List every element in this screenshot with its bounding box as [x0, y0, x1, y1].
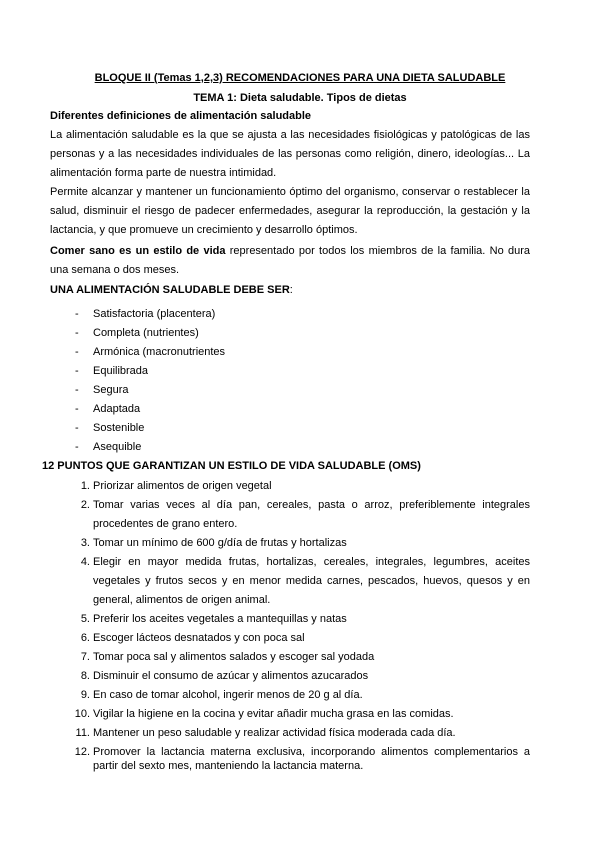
- list-item: [0, 534, 600, 553]
- dash-bullet: -: [75, 327, 79, 339]
- point-text: Priorizar alimentos de origen vegetal: [93, 480, 272, 492]
- list-item: [0, 553, 600, 610]
- section-heading-colon: :: [289, 284, 293, 296]
- quality-text: Completa (nutrientes): [93, 327, 199, 339]
- point-text: Elegir en mayor medida frutas, hortalizas, cereales, integrales, legumbres, aceites vegetales y frutos secos y en menor medida carnes, pescados, huevos, quesos y en general, alimentos de origen animal.: [93, 556, 530, 606]
- point-number: 6.: [80, 632, 90, 644]
- section-heading-12-points: 12 PUNTOS QUE GARANTIZAN UN ESTILO DE VIDA SALUDABLE (OMS): [42, 460, 421, 472]
- dash-bullet: -: [75, 384, 79, 396]
- list-item: [0, 400, 600, 419]
- paragraph-3-rest: representado por todos los miembros de la familia. No dura una semana o dos meses.: [50, 245, 530, 276]
- point-number: 5.: [80, 613, 90, 625]
- list-item: [0, 438, 600, 457]
- dash-bullet: -: [75, 403, 79, 415]
- point-number: 2.: [80, 499, 90, 511]
- quality-text: Equilibrada: [93, 365, 149, 377]
- section-heading-must-be-text: UNA ALIMENTACIÓN SALUDABLE DEBE SER: [50, 284, 290, 296]
- paragraph-1: La alimentación saludable es la que se ajusta a las necesidades fisiológicas y patológicas de las personas y a las necesidades individuales de las personas como religión, dinero, ideologías... La alimentación forma parte de nuestra intimidad.: [50, 129, 530, 179]
- point-number: 8.: [80, 670, 90, 682]
- list-item: [0, 362, 600, 381]
- point-number: 12.: [74, 746, 90, 758]
- point-number: 4.: [80, 556, 90, 568]
- paragraph-3: [50, 242, 530, 280]
- list-item: [0, 610, 600, 629]
- quality-text: Asequible: [93, 441, 142, 453]
- list-item: [0, 686, 600, 705]
- quality-text: Segura: [93, 384, 129, 396]
- list-item: [0, 629, 600, 648]
- list-item: [0, 477, 600, 496]
- qualities-list: [0, 305, 600, 457]
- point-text: Preferir los aceites vegetales a mantequillas y natas: [93, 613, 347, 625]
- quality-text: Adaptada: [93, 403, 141, 415]
- quality-text: Sostenible: [93, 422, 145, 434]
- dash-bullet: -: [75, 441, 79, 453]
- list-item: [0, 496, 600, 534]
- document-title: BLOQUE II (Temas 1,2,3) RECOMENDACIONES PARA UNA DIETA SALUDABLE: [94, 72, 506, 84]
- list-item: [0, 724, 600, 743]
- point-text: Disminuir el consumo de azúcar y alimentos azucarados: [93, 670, 369, 682]
- list-item: [0, 343, 600, 362]
- list-item: [0, 648, 600, 667]
- point-text: Tomar un mínimo de 600 g/día de frutas y hortalizas: [93, 537, 347, 549]
- dash-bullet: -: [75, 308, 79, 320]
- paragraph-3-bold: Comer sano es un estilo de vida: [50, 245, 226, 257]
- list-item: [0, 381, 600, 400]
- point-text: Tomar varias veces al día pan, cereales, pasta o arroz, preferiblemente integrales procedentes de grano entero.: [93, 499, 530, 530]
- point-number: 9.: [80, 689, 90, 701]
- point-text: Vigilar la higiene en la cocina y evitar añadir mucha grasa en las comidas.: [93, 708, 454, 720]
- quality-text: Armónica (macronutrientes: [93, 346, 226, 358]
- list-item: [0, 305, 600, 324]
- list-item: [0, 667, 600, 686]
- dash-bullet: -: [75, 365, 79, 377]
- point-number: 1.: [80, 480, 90, 492]
- point-text: Tomar poca sal y alimentos salados y escoger sal yodada: [93, 651, 375, 663]
- dash-bullet: -: [75, 346, 79, 358]
- point-number: 10.: [74, 708, 90, 720]
- list-item: [0, 743, 600, 775]
- point-text: Mantener un peso saludable y realizar actividad física moderada cada día.: [93, 727, 456, 739]
- point-text: Escoger lácteos desnatados y con poca sal: [93, 632, 305, 644]
- point-text: Promover la lactancia materna exclusiva, incorporando alimentos complementarios a partir del sexto mes, manteniendo la lactancia materna.: [93, 746, 530, 772]
- point-number: 11.: [75, 727, 90, 739]
- document-subtitle: TEMA 1: Dieta saludable. Tipos de dietas: [193, 92, 407, 104]
- paragraph-2: Permite alcanzar y mantener un funcionamiento óptimo del organismo, conservar o restablecer la salud, disminuir el riesgo de padecer enfermedades, asegurar la reproducción, la gestación y la lactancia, y que promueve un crecimiento y desarrollo óptimos.: [50, 186, 530, 236]
- quality-text: Satisfactoria (placentera): [93, 308, 216, 320]
- points-list: [0, 477, 600, 775]
- list-item: [0, 419, 600, 438]
- point-text: En caso de tomar alcohol, ingerir menos de 20 g al día.: [93, 689, 363, 701]
- section-heading-must-be: [50, 284, 293, 296]
- point-number: 7.: [80, 651, 90, 663]
- list-item: [0, 705, 600, 724]
- list-item: [0, 324, 600, 343]
- section-heading-definitions: Diferentes definiciones de alimentación saludable: [50, 110, 312, 122]
- point-number: 3.: [80, 537, 90, 549]
- dash-bullet: -: [75, 422, 79, 434]
